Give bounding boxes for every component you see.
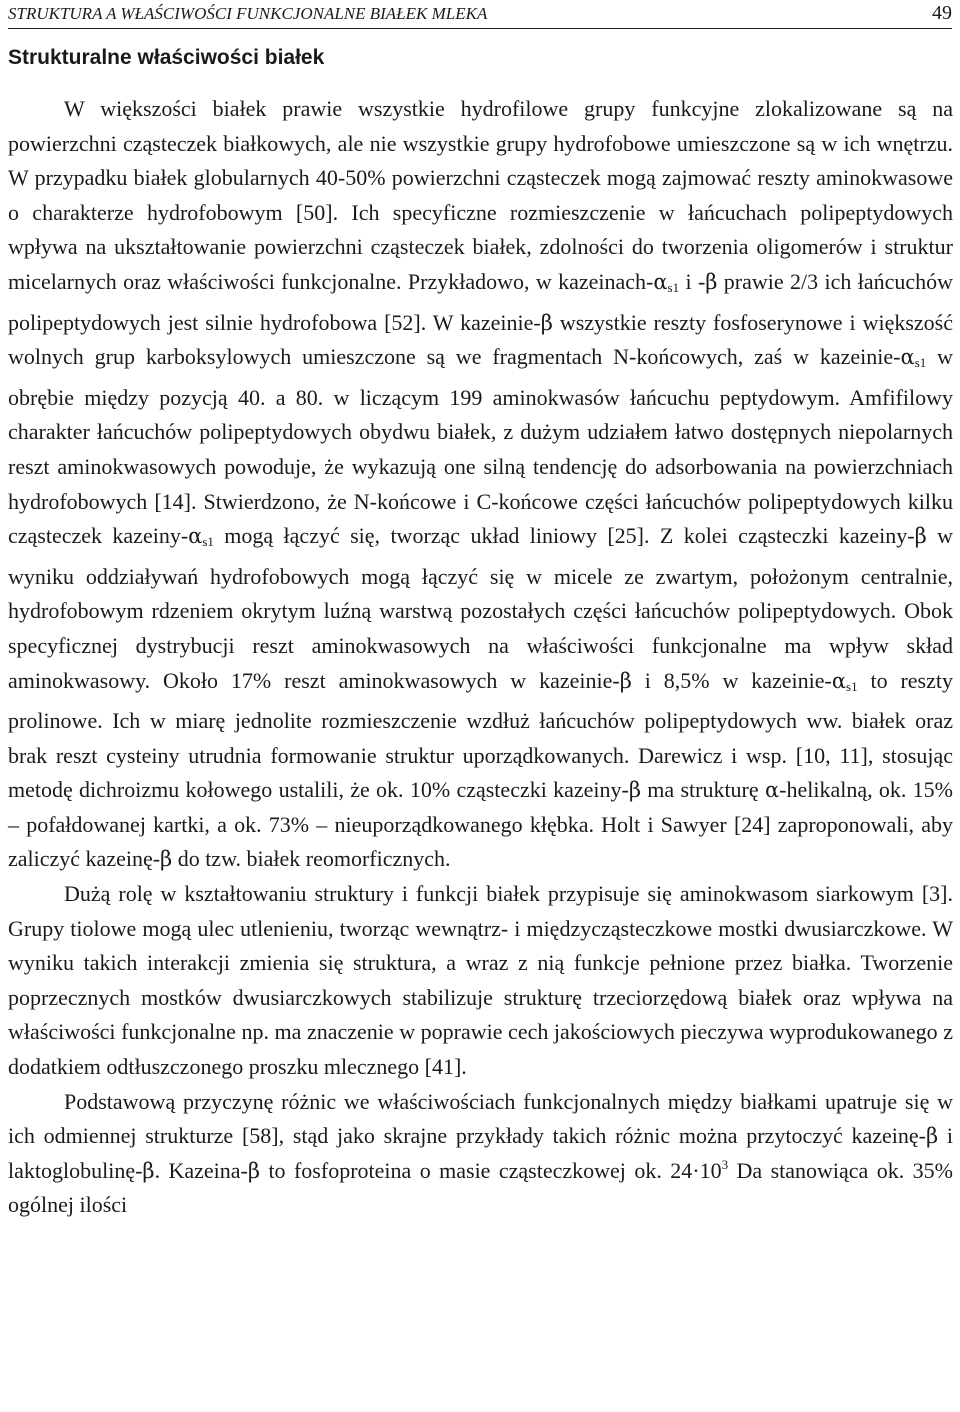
greek-beta: β bbox=[914, 524, 927, 549]
greek-alpha: α bbox=[188, 524, 203, 549]
text-run: ma strukturę bbox=[641, 777, 765, 803]
text-run: w obrębie między pozycją 40. a 80. w liczącym 199 aminokwasów łańcuchu peptydowym. Amfifilowy charakter łańcuchów polipeptydowych obydwu białek, z dużym udziałem łatwo dostępnych niepolarnych reszt aminokwasowych powoduje, że wykazują one silną tendencję do adsorbowania na powierzchniach hydrofobowych [14]. Stwierdzono, że N-końcowe i C-końcowe części łańcuchów polipeptydowych kilku cząsteczek kazeiny- bbox=[8, 344, 954, 549]
greek-alpha: α bbox=[653, 269, 668, 294]
text-run: Podstawową przyczynę różnic we właściwościach funkcjonalnych między białkami upatruje się w ich odmiennej strukturze [58], stąd jako skrajne przykłady takich różnic można przytoczyć kazeinę- bbox=[8, 1088, 953, 1149]
greek-beta: β bbox=[540, 310, 553, 335]
text-run: w wyniku oddziaływań hydrofobowych mogą łączyć się w micele ze zwartym, położonym centralnie, hydrofobowym rdzeniem okrytym luźną warstwą pozostałych części łańcuchów polipeptydowych. Obok specyficznej dystrybucji reszt aminokwasowych na właściwości funkcjonalne ma wpływ skład aminokwasowy. Około 17% reszt aminokwasowych w kazeinie- bbox=[8, 523, 953, 693]
paragraph-1 bbox=[8, 92, 953, 877]
greek-beta: β bbox=[619, 668, 632, 693]
text-run: wszystkie reszty fosfoserynowe i większość wolnych grup karboksylowych umieszczone są we fragmentach N-końcowych, zaś w kazeinie- bbox=[8, 309, 953, 370]
greek-alpha: α bbox=[900, 345, 915, 370]
text-run: Dużą rolę w kształtowaniu struktury i funkcji białek przypisuje się aminokwasom siarkowym [3]. Grupy tiolowe mogą ulec utlenieniu, tworząc wewnątrz- i międzycząsteczkowe mostki dwusiarczkowe. W wyniku takich interakcji zmienia się struktura, a wraz z nią funkcje pełnione przez białka. Tworzenie poprzecznych mostków dwusiarczkowych stabilizuje strukturę trzeciorzędową białek oraz wpływa na właściwości funkcjonalne np. ma znaczenie w poprawie cech jakościowych pieczywa wyprodukowanego z dodatkiem odtłuszczonego proszku mlecznego [41]. bbox=[8, 881, 953, 1080]
text-run: Da stanowiąca ok. 35% ogólnej ilości bbox=[8, 1157, 953, 1218]
greek-beta: β bbox=[160, 847, 173, 872]
greek-beta: β bbox=[247, 1158, 261, 1183]
text-run: W większości białek prawie wszystkie hydrofilowe grupy funkcyjne zlokalizowane są na powierzchni cząsteczek białkowych, ale nie wszystkie grupy hydrofobowe umieszczone są w ich wnętrzu. W przypadku białek globularnych 40-50% powierzchni cząsteczek mogą zajmować reszty aminokwasowe o charakterze hydrofobowym [50]. Ich specyficzne rozmieszczenie w łańcuchach polipeptydowych wpływa na ukształtowanie powierzchni cząsteczek białek, zdolności do tworzenia oligomerów i struktur micelarnych oraz właściwości funkcjonalne. Przykładowo, w kazeinach- bbox=[8, 96, 953, 294]
paragraph-2 bbox=[8, 877, 953, 1085]
text-run: mogą łączyć się, tworząc układ liniowy [25]. Z kolei cząsteczki kazeiny- bbox=[213, 523, 915, 549]
greek-beta: β bbox=[142, 1158, 155, 1183]
text-run: prawie 2/3 ich łańcuchów polipeptydowych jest silnie hydrofobowa [52]. W kazeinie- bbox=[8, 268, 953, 335]
body-text bbox=[8, 92, 953, 1223]
greek-beta: β bbox=[705, 269, 718, 294]
text-run: i laktoglobulinę- bbox=[8, 1123, 953, 1183]
subscript: s1 bbox=[914, 355, 927, 371]
superscript: 3 bbox=[721, 1156, 729, 1172]
subscript: s1 bbox=[202, 534, 214, 550]
subscript: s1 bbox=[846, 678, 858, 694]
greek-alpha: α bbox=[764, 778, 780, 803]
text-run: i - bbox=[679, 268, 706, 294]
greek-beta: β bbox=[925, 1124, 939, 1149]
running-head bbox=[8, 2, 952, 29]
text-run: -helikalną, ok. 15% – pofałdowanej kartki, a ok. 73% – nieuporządkowanego kłębka. Holt i Sawyer [24] zaproponowali, aby zaliczyć kazeinę- bbox=[8, 777, 953, 872]
text-run: . Kazeina- bbox=[154, 1157, 248, 1183]
text-run: to reszty prolinowe. Ich w miarę jednolite rozmieszczenie wzdłuż łańcuchów polipeptydowych ww. białek oraz brak reszt cysteiny utrudnia formowanie struktur uporządkowanych. Darewicz i wsp. [10, 11], stosując metodę dichroizmu kołowego ustalili, że ok. 10% cząsteczki kazeiny- bbox=[8, 667, 953, 803]
greek-beta: β bbox=[628, 778, 641, 803]
running-title: STRUKTURA A WŁAŚCIWOŚCI FUNKCJONALNE BIAŁEK MLEKA bbox=[8, 4, 488, 23]
text-run: i 8,5% w kazeinie- bbox=[631, 667, 832, 693]
text-run: to fosfoproteina o masie cząsteczkowej ok. 24·10 bbox=[260, 1157, 722, 1183]
section-heading: Strukturalne właściwości białek bbox=[8, 46, 325, 69]
paragraph-3 bbox=[8, 1085, 953, 1223]
greek-alpha: α bbox=[831, 668, 847, 693]
text-run: do tzw. białek reomorficznych. bbox=[172, 846, 451, 872]
page-number: 49 bbox=[932, 2, 952, 24]
subscript: s1 bbox=[667, 279, 680, 295]
